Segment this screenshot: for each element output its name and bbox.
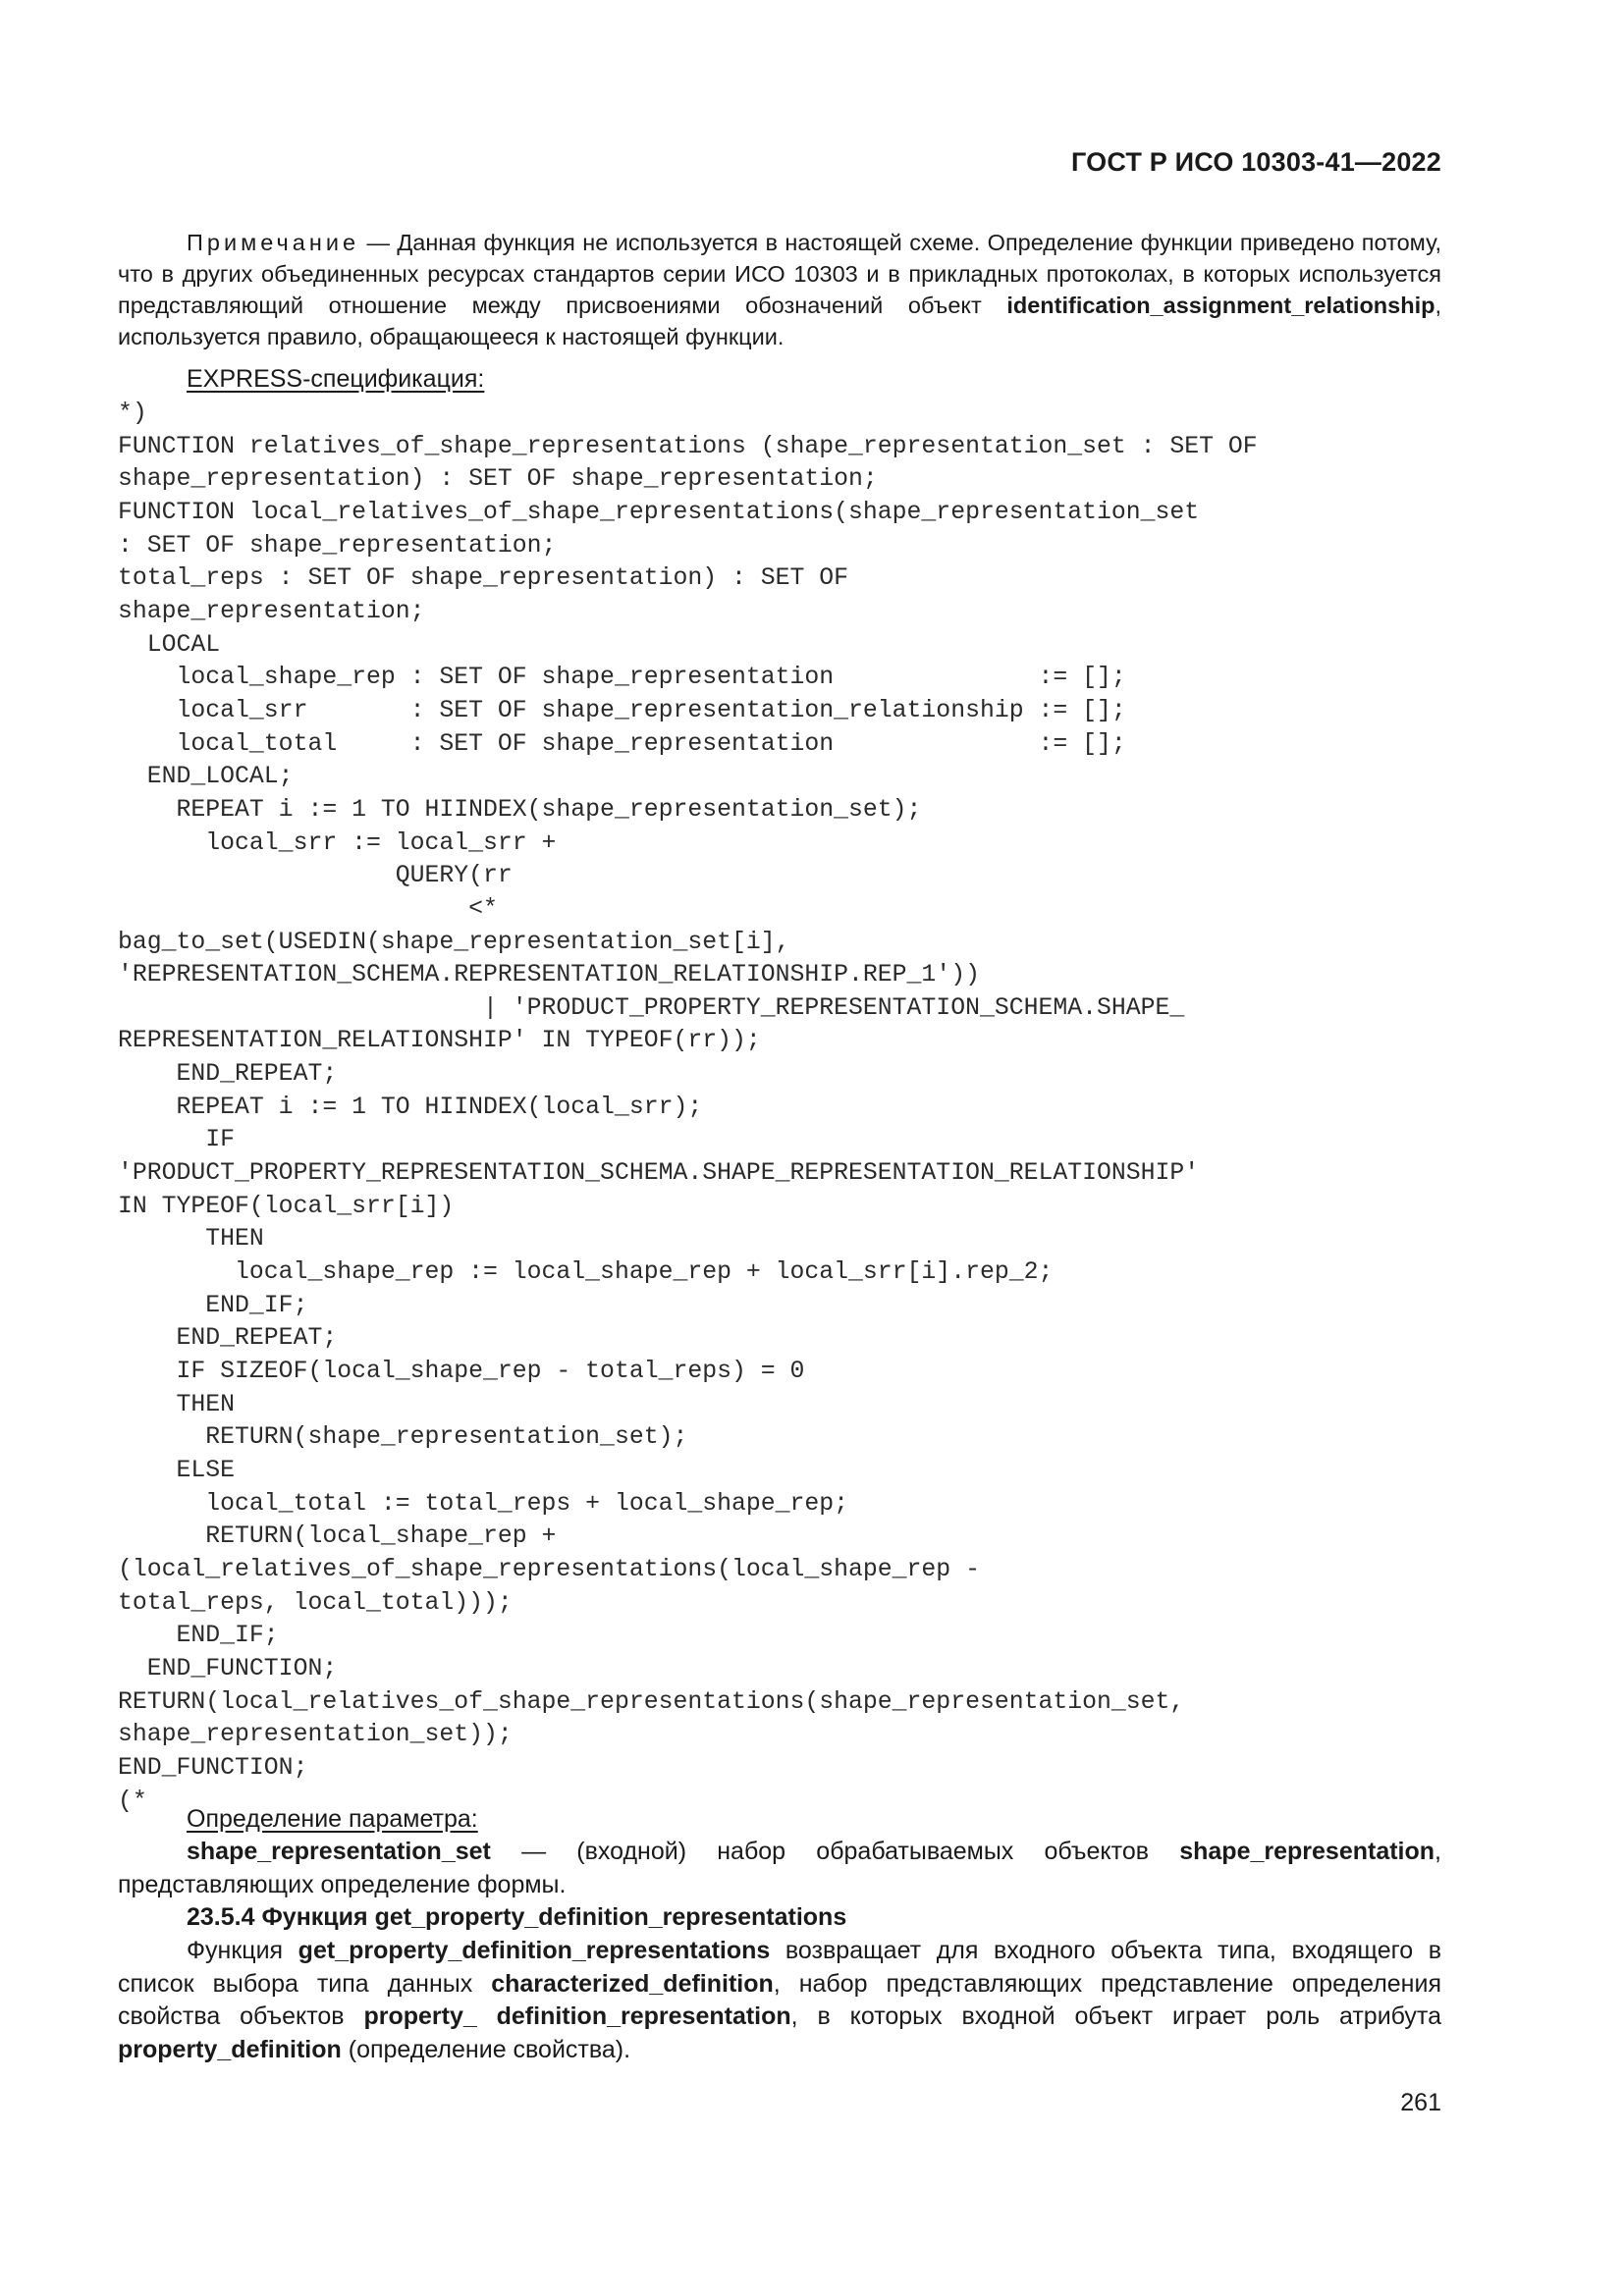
section-body: [118, 1935, 1441, 2066]
note-paragraph: [118, 227, 1441, 352]
parameter-text-2: , представляющих определение формы.: [118, 1838, 1441, 1898]
note-term: identification_assignment_relationship: [1006, 293, 1435, 318]
note-text-1: — Данная функция не используется в настоящей схеме. Определение функции приведено потому, что в других объединенных ресурсах стандартов серии ИСО 10303 и в прикладных протоколах, в которых используется представляющий отношение между присвоениями обозначений объект: [118, 230, 1441, 318]
express-code-block: *) FUNCTION relatives_of_shape_representations (shape_representation_set : SET OF shape_representation) : SET OF shape_representation; FUNCTION local_relatives_of_shape_representations(shape_representation_set : SET OF shape_representation; total_reps : SET OF shape_representation) : SET OF shape_representation; LOCAL local_shape_rep : SET OF shape_representation := []; local_srr : SET OF shape_representation_relationship := []; local_total : SET OF shape_representation := []; END_LOCAL; REPEAT i := 1 TO HIINDEX(shape_representation_set); local_srr := local_srr + QUERY(rr <* bag_to_set(USEDIN(shape_representation_set[i], 'REPRESENTATION_SCHEMA.REPRESENTATION_RELATIONSHIP.REP_1')) | 'PRODUCT_PROPERTY_REPRESENTATION_SCHEMA.SHAPE_ REPRESENTATION_RELATIONSHIP' IN TYPEOF(rr)); END_REPEAT; REPEAT i := 1 TO HIINDEX(local_srr); IF 'PRODUCT_PROPERTY_REPRESENTATION_SCHEMA.SHAPE_REPRESENTATION_RELATIONSHIP' IN TYPEOF(local_srr[i]) THEN local_shape_rep := local_shape_rep + local_srr[i].rep_2; END_IF; END_REPEAT; IF SIZEOF(local_shape_rep - total_reps) = 0 THEN RETURN(shape_representation_set); ELSE local_total := total_reps + local_shape_rep; RETURN(local_shape_rep + (local_relatives_of_shape_representations(local_shape_rep - total_reps, local_total))); END_IF; END_FUNCTION; RETURN(local_relatives_of_shape_representations(shape_representation_set, shape_representation_set)); END_FUNCTION; (*: [118, 400, 1258, 1815]
section-term-2: property_ definition_representation: [363, 2002, 791, 2030]
express-spec-label: EXPRESS-спецификация:: [187, 365, 485, 393]
section-title: 23.5.4 Функция get_property_definition_representations: [187, 1903, 847, 1931]
parameter-text-1: — (входной) набор обрабатываемых объектов: [490, 1838, 1180, 1865]
section-intro: Функция: [187, 1937, 298, 1964]
section-text-4: (определение свойства).: [341, 2035, 631, 2063]
standard-header: ГОСТ Р ИСО 10303-41—2022: [1071, 147, 1441, 177]
note-label: Примечание: [187, 230, 360, 255]
section-text-2: , набор представляющих представление определения свойства объектов: [118, 1969, 1441, 2030]
parameter-definition: [118, 1836, 1441, 1901]
section-text-1: возвращает для входного объекта типа, входящего в список выбора типа данных: [118, 1937, 1441, 1998]
section-term-3: property_definition: [118, 2035, 342, 2063]
parameter-type: shape_representation: [1179, 1838, 1435, 1865]
section-term-1: characterized_definition: [491, 1969, 774, 1998]
parameter-definition-label: Определение параметра:: [187, 1805, 478, 1833]
page-number: 261: [1400, 2089, 1441, 2116]
section-text-3: , в которых входной объект играет роль атрибута: [790, 2002, 1441, 2030]
note-text-2: , используется правило, обращающееся к настоящей функции.: [118, 293, 1441, 349]
parameter-name: shape_representation_set: [187, 1838, 491, 1865]
section-func-name: get_property_definition_representations: [298, 1937, 771, 1964]
